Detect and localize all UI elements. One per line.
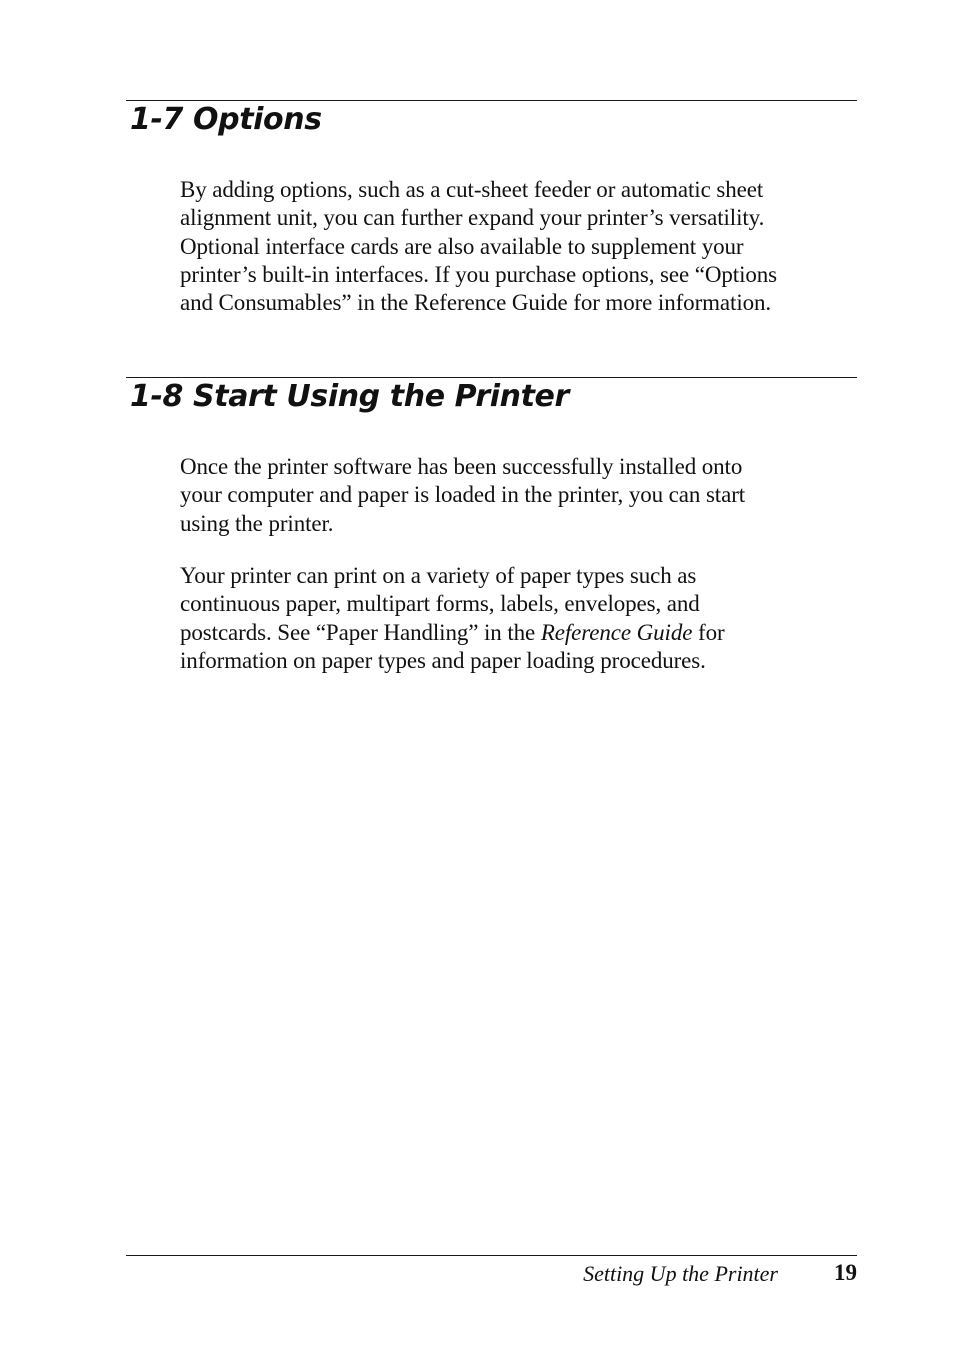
- paragraph-start-2: [180, 562, 870, 675]
- page-number: 19: [834, 1260, 857, 1285]
- text-segment: for: [692, 619, 725, 645]
- reference-guide-title: Reference Guide: [540, 619, 693, 645]
- text-line: alignment unit, you can further expand your printer’s versatility.: [180, 205, 765, 231]
- text-line: using the printer.: [180, 510, 334, 536]
- footer-divider: [126, 1255, 857, 1256]
- text-line: Your printer can print on a variety of paper types such as: [180, 563, 697, 588]
- footer-title: Setting Up the Printer: [583, 1261, 778, 1286]
- text-segment: postcards. See “Paper Handling” in the: [180, 619, 541, 645]
- text-line: Once the printer software has been successfully installed onto: [180, 454, 743, 479]
- text-line: information on paper types and paper loading procedures.: [180, 647, 706, 673]
- heading-options: 1-7 Options: [130, 102, 322, 137]
- section-divider-options: [126, 100, 857, 101]
- section-divider-start: [126, 377, 857, 378]
- paragraph-start-1: [180, 453, 870, 538]
- text-line: By adding options, such as a cut-sheet feeder or automatic sheet: [180, 177, 764, 202]
- text-line: and Consumables” in the Reference Guide for more information.: [180, 290, 772, 316]
- text-line: Optional interface cards are also available to supplement your: [180, 233, 744, 259]
- text-line: printer’s built-in interfaces. If you purchase options, see “Options: [180, 261, 778, 287]
- text-line: [180, 619, 870, 647]
- paragraph-options: [180, 176, 870, 317]
- text-line: continuous paper, multipart forms, labels, envelopes, and: [180, 591, 700, 617]
- text-line: your computer and paper is loaded in the printer, you can start: [180, 482, 746, 508]
- heading-start-using-printer: 1-8 Start Using the Printer: [130, 379, 569, 414]
